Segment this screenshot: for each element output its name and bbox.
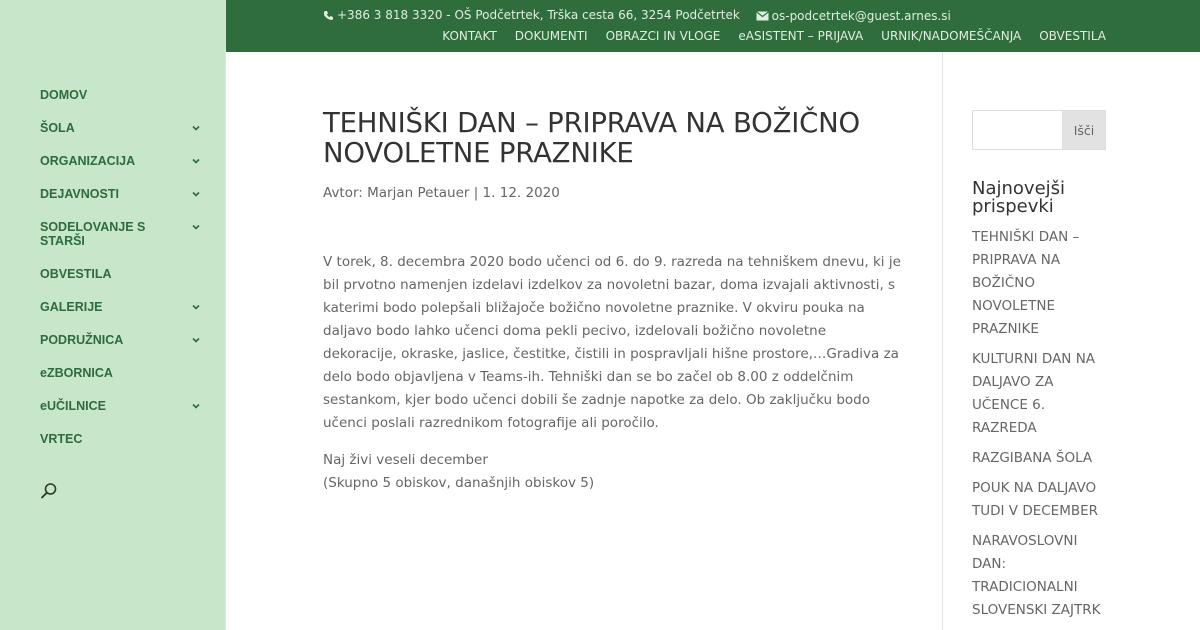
sidebar-item-2[interactable] (40, 154, 210, 168)
sidebar-item-5[interactable] (40, 267, 210, 281)
sidebar-item-label: DOMOV (40, 88, 88, 102)
chevron-down-icon[interactable] (190, 221, 202, 233)
chevron-down-icon[interactable] (190, 188, 202, 200)
chevron-down-icon[interactable] (190, 400, 202, 412)
post-title: TEHNIŠKI DAN – PRIPRAVA NA BOŽIČNO NOVOLETNE PRAZNIKE (323, 107, 860, 169)
top-nav-item-4[interactable]: URNIK/NADOMEŠČANJA (881, 29, 1022, 43)
sidebar-item-0[interactable] (40, 88, 210, 102)
top-nav-item-0[interactable]: KONTAKT (442, 29, 497, 43)
top-nav-item-3[interactable]: eASISTENT – PRIJAVA (738, 29, 864, 43)
phone-address-text: +386 3 818 3320 - OŠ Podčetrtek, Trška cesta 66, 3254 Podčetrtek (337, 8, 740, 22)
sidebar-item-label: GALERIJE (40, 300, 103, 314)
secondary-nav (424, 29, 1106, 43)
sidebar-item-3[interactable] (40, 187, 210, 201)
sidebar-item-label: SODELOVANJE S STARŠI (40, 220, 146, 248)
search-input[interactable] (972, 110, 1062, 150)
sidebar-item-label: ORGANIZACIJA (40, 154, 136, 168)
post-paragraph: V torek, 8. decembra 2020 bodo učenci od 6. do 9. razreda na tehniškem dnevu, ki je bil prvotno namenjen izdelavi izdelkov za novoletni bazar, doma izvajali aktivnosti, s katerimi bodo polepšali bližajoče božično novoletne praznike. V okviru pouka na daljavo bodo lahko učenci doma pekli pecivo, izdelovali božično novoletne dekoracije, okraske, jaslice, čestitke, čistili in pospravljali hišne prostore,…Gradiva za delo bodo objavljena v Teams-ih. Tehniški dan se bo začel ob 8.00 z oddelčnim sestankom, kjer bodo učenci dobili še zadnje napotke za delo. Ob zaključku bodo učenci poslali razrednikom fotografije ali poročilo. (323, 254, 901, 431)
search-icon[interactable] (40, 482, 60, 502)
views-counter: (Skupno 5 obiskov, današnjih obiskov 5) (323, 475, 595, 491)
envelope-icon (756, 11, 769, 21)
phone-info (323, 8, 740, 22)
chevron-down-icon[interactable] (190, 334, 202, 346)
search-widget (972, 110, 1106, 150)
post-content (323, 108, 903, 509)
post-meta: Avtor: Marjan Petauer | 1. 12. 2020 (323, 185, 560, 201)
email-link[interactable]: os-podcetrtek@guest.arnes.si (771, 8, 951, 23)
sidebar-divider (942, 52, 943, 630)
recent-post-link[interactable]: RAZGIBANA ŠOLA (972, 450, 1093, 466)
sidebar-item-label: DEJAVNOSTI (40, 187, 119, 201)
contact-info (323, 8, 963, 24)
sidebar-item-4[interactable] (40, 220, 210, 248)
sidebar-item-10[interactable] (40, 432, 210, 446)
sidebar-item-label: eUČILNICE (40, 399, 106, 413)
chevron-down-icon[interactable] (190, 301, 202, 313)
closing-line: Naj živi veseli december (323, 452, 488, 468)
phone-icon (323, 10, 334, 21)
top-nav-item-1[interactable]: DOKUMENTI (514, 29, 588, 43)
recent-post-link[interactable]: NARAVOSLOVNI DAN: TRADICIONALNI SLOVENSKI ZAJTRK (972, 533, 1101, 618)
sidebar-item-label: ŠOLA (40, 121, 75, 135)
top-nav-item-5[interactable]: OBVESTILA (1039, 29, 1106, 43)
top-bar (226, 0, 1200, 52)
recent-posts-title: Najnovejši prispevki (972, 178, 1066, 217)
main-menu (40, 88, 210, 465)
recent-posts-list (972, 226, 1102, 629)
left-sidebar (0, 0, 226, 630)
email-info[interactable] (756, 9, 951, 23)
recent-post-link[interactable]: KULTURNI DAN NA DALJAVO ZA UČENCE 6. RAZREDA (972, 351, 1096, 436)
sidebar-item-label: eZBORNICA (40, 366, 113, 380)
sidebar-item-6[interactable] (40, 300, 210, 314)
recent-post-link[interactable]: TEHNIŠKI DAN – PRIPRAVA NA BOŽIČNO NOVOLETNE PRAZNIKE (972, 229, 1080, 337)
post-closing (323, 449, 903, 495)
sidebar-item-label: OBVESTILA (40, 267, 112, 281)
post-body (323, 251, 903, 495)
sidebar-item-label: VRTEC (40, 432, 83, 446)
sidebar-item-7[interactable] (40, 333, 210, 347)
top-nav-item-2[interactable]: OBRAZCI IN VLOGE (605, 29, 721, 43)
sidebar-item-9[interactable] (40, 399, 210, 413)
chevron-down-icon[interactable] (190, 122, 202, 134)
search-button[interactable]: Išči (1062, 110, 1106, 150)
recent-post-link[interactable]: POUK NA DALJAVO TUDI V DECEMBER (972, 480, 1099, 519)
sidebar-item-1[interactable] (40, 121, 210, 135)
chevron-down-icon[interactable] (190, 155, 202, 167)
sidebar-item-label: PODRUŽNICA (40, 333, 124, 347)
sidebar-item-8[interactable] (40, 366, 210, 380)
